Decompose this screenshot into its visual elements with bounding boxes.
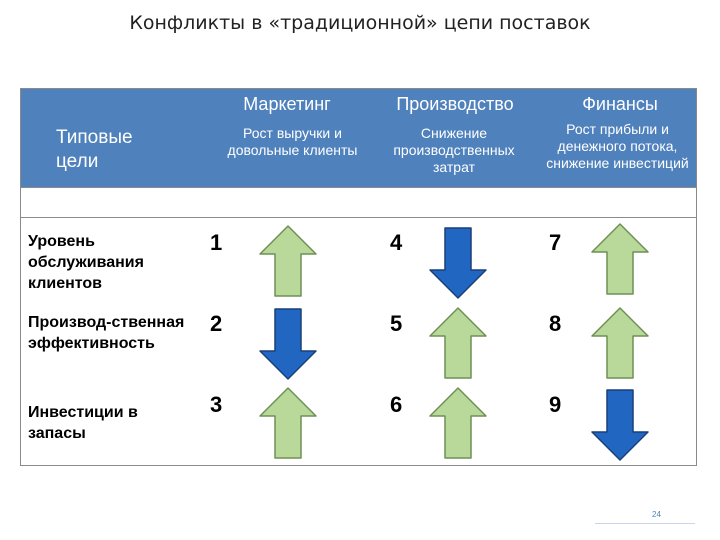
header-finance: Финансы — [582, 94, 658, 114]
header-marketing: Маркетинг — [243, 94, 331, 114]
arrow-down-icon — [590, 388, 650, 462]
row-label-production-efficiency: Производ-ственная эффективность — [28, 314, 185, 352]
arrow-up-icon — [590, 306, 650, 380]
arrow-up-icon — [428, 386, 488, 460]
cell-number: 2 — [210, 311, 223, 336]
arrow-up-icon — [590, 222, 650, 296]
arrow-up-icon — [258, 224, 318, 298]
goals-label: Типовые цели — [56, 127, 133, 172]
cell-number: 6 — [390, 392, 403, 417]
goal-marketing: Рост выручки и довольные клиенты — [227, 125, 358, 158]
cell-number: 1 — [210, 230, 223, 255]
page-number-underline — [595, 523, 695, 524]
cell-number: 4 — [390, 230, 403, 255]
goal-production: Снижение производственных затрат — [393, 125, 515, 175]
arrow-up-icon — [428, 306, 488, 380]
cell-number: 7 — [549, 230, 562, 255]
cell-number: 8 — [549, 311, 562, 336]
table-divider-row — [21, 187, 696, 218]
cell-number: 3 — [210, 392, 223, 417]
goal-finance: Рост прибыли и денежного потока, снижение инвестиций — [546, 121, 689, 171]
arrow-down-icon — [428, 226, 488, 300]
slide-title: Конфликты в «традиционной» цепи поставок — [129, 12, 591, 34]
row-label-inventory-investment: Инвестиции в запасы — [28, 404, 138, 442]
cell-number: 5 — [390, 311, 403, 336]
row-label-service-level: Уровень обслуживания клиентов — [28, 233, 144, 292]
header-production: Производство — [396, 94, 514, 114]
arrow-up-icon — [258, 386, 318, 460]
page-number: 24 — [652, 510, 661, 519]
cell-number: 9 — [549, 392, 562, 417]
arrow-down-icon — [258, 307, 318, 381]
